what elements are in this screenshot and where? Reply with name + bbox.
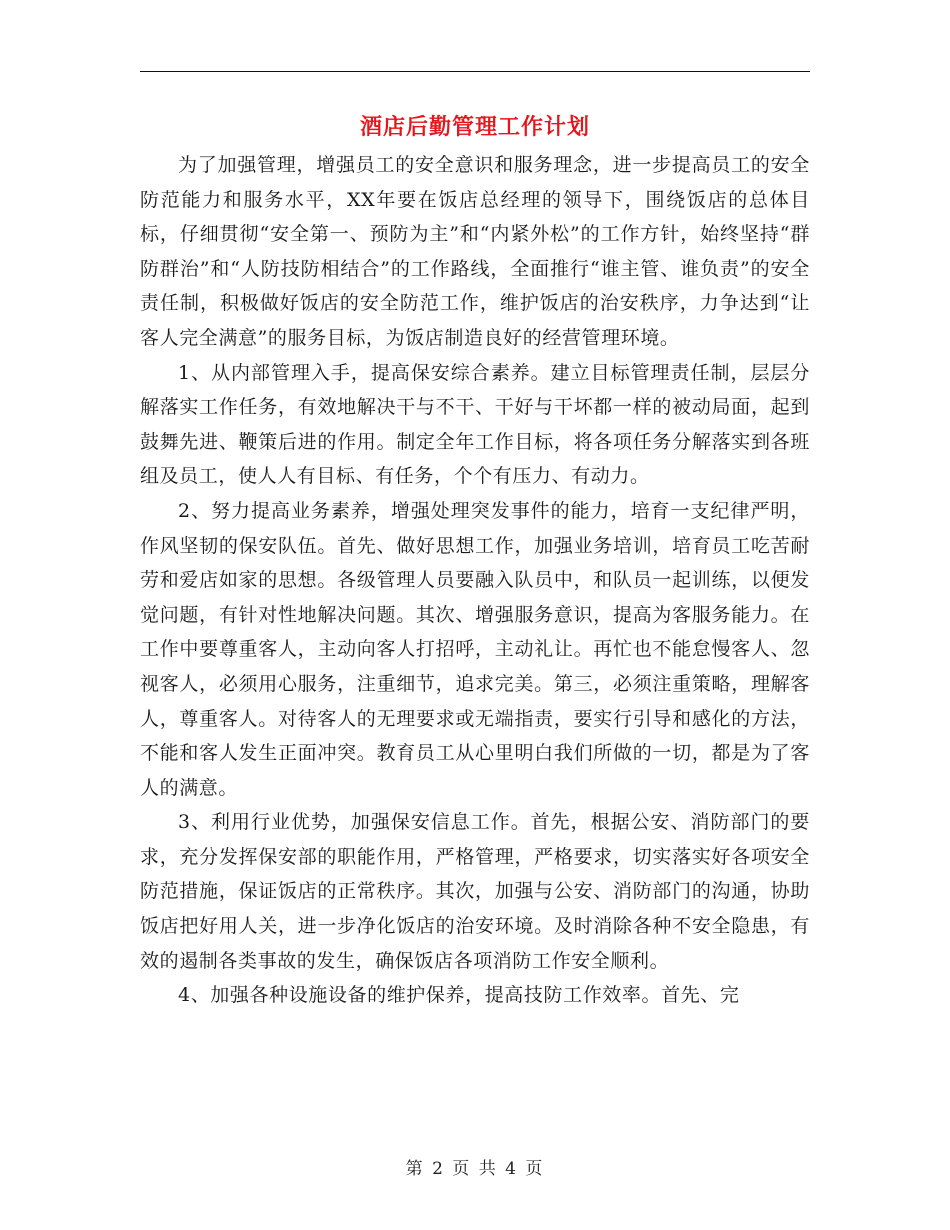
- paragraph-intro: 为了加强管理，增强员工的安全意识和服务理念，进一步提高员工的安全防范能力和服务水平，XX年要在饭店总经理的领导下，围绕饭店的总体目标，仔细贯彻“安全第一、预防为主”和“内紧外松”的工作方针，始终坚持“群防群治”和“人防技防相结合”的工作路线，全面推行“谁主管、谁负责”的安全责任制，积极做好饭店的安全防范工作，维护饭店的治安秩序，力争达到“让客人完全满意”的服务目标，为饭店制造良好的经营管理环境。: [140, 154, 810, 349]
- paragraph-item-4: 4、加强各种设施设备的维护保养，提高技防工作效率。首先、完: [178, 984, 740, 1007]
- document-title: 酒店后勤管理工作计划: [359, 114, 590, 140]
- document-body: [140, 148, 810, 1013]
- header-rule: [140, 71, 810, 72]
- paragraph-item-3: 3、利用行业优势，加强保安信息工作。首先，根据公安、消防部门的要求，充分发挥保安部的职能作用，严格管理，严格要求，切实落实好各项安全防范措施，保证饭店的正常秩序。其次，加强与公安、消防部门的沟通，协助饭店把好用人关，进一步净化饭店的治安环境。及时消除各种不安全隐患，有效的遏制各类事故的发生，确保饭店各项消防工作安全顺利。: [140, 811, 810, 972]
- paragraph-item-2: 2、努力提高业务素养，增强处理突发事件的能力，培育一支纪律严明，作风坚韧的保安队伍。首先、做好思想工作，加强业务培训，培育员工吃苦耐劳和爱店如家的思想。各级管理人员要融入队员中，和队员一起训练，以便发觉问题，有针对性地解决问题。其次、增强服务意识，提高为客服务能力。在工作中要尊重客人，主动向客人打招呼，主动礼让。再忙也不能怠慢客人、忽视客人，必须用心服务，注重细节，追求完美。第三，必须注重策略，理解客人，尊重客人。对待客人的无理要求或无端指责，要实行引导和感化的方法，不能和客人发生正面冲突。教育员工从心里明白我们所做的一切，都是为了客人的满意。: [140, 499, 810, 799]
- page-number-footer: 第 2 页 共 4 页: [405, 1159, 545, 1179]
- paragraph-item-1: 1、从内部管理入手，提高保安综合素养。建立目标管理责任制，层层分解落实工作任务，有效地解决干与不干、干好与干坏都一样的被动局面，起到鼓舞先进、鞭策后进的作用。制定全年工作目标，将各项任务分解落实到各班组及员工，使人人有目标、有任务，个个有压力、有动力。: [140, 361, 810, 488]
